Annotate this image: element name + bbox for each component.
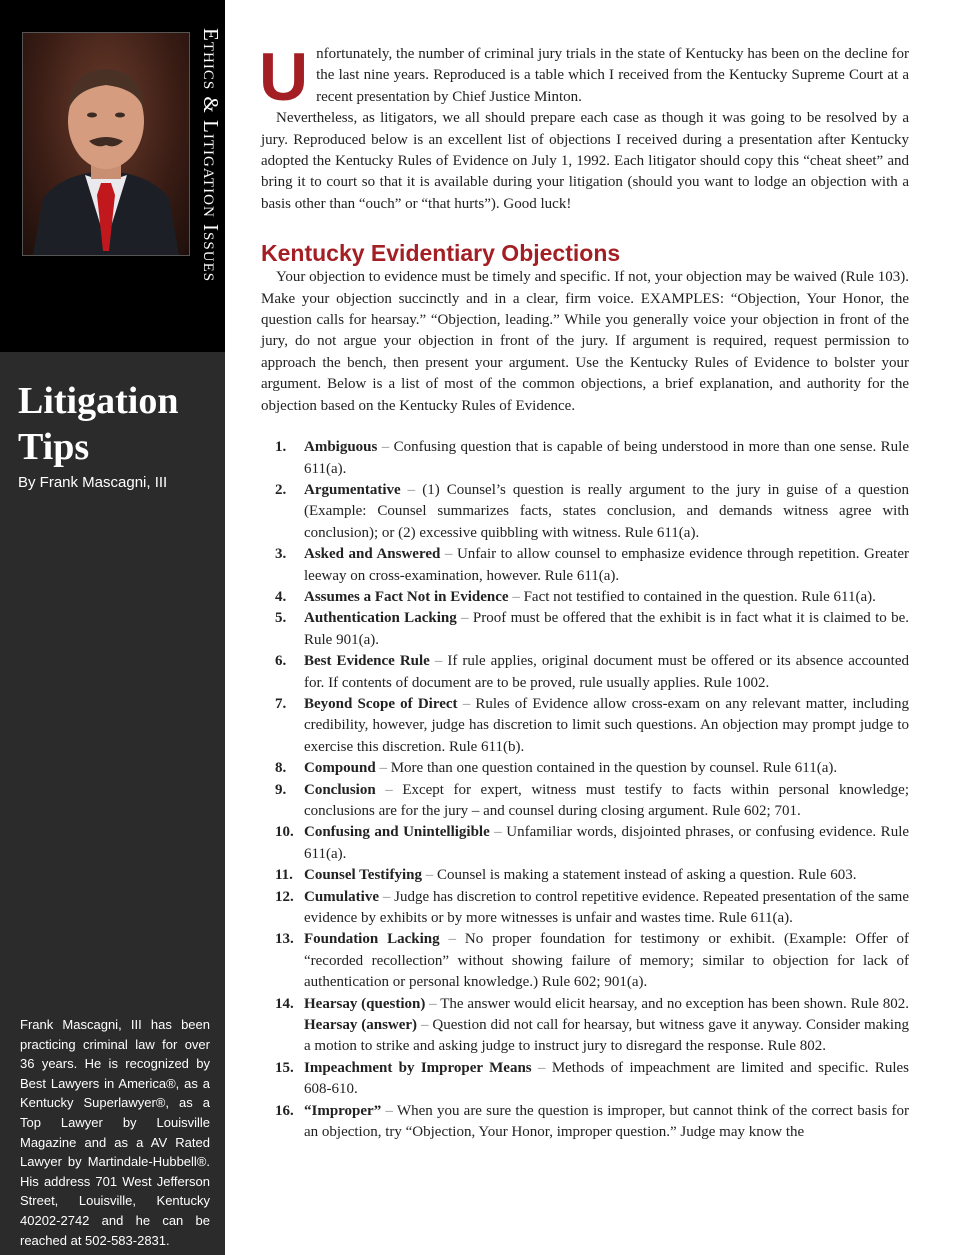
objection-term: Conclusion [304,781,376,798]
objection-item: 4. Assumes a Fact Not in Evidence – Fact not testified to contained in the question. Rule 611(a). [261,587,909,608]
objection-description: Unfair to allow counsel to emphasize evidence through repetition. Greater leeway on cross-examination, however. Rule 611(a). [304,546,909,584]
section-intro: Your objection to evidence must be timely and specific. If not, your objection may be waived (Rule 103). Make your objection succinctly and in a clear, firm voice. EXAMPLES: “Objection, Your Honor, the question calls for hearsay.” “Objection, leading.” While you generally voice your objection in front of the jury, do not argue your objection in front of the jury. If argument is required, request permission to approach the bench, then present your argument. Use the Kentucky Rules of Evidence to bolster your argument. Below is a list of most of the common objections, a brief explanation, and authority for the objection based on the Kentucky Rules of Evidence. [261,269,909,414]
author-photo [22,32,190,256]
objection-term: Cumulative [304,888,379,905]
objection-item: 8. Compound – More than one question contained in the question by counsel. Rule 611(a). [261,758,909,779]
objection-item: 13. Foundation Lacking – No proper foundation for testimony or exhibit. (Example: Offer of “recorded recollection” without showing failure of memory; similar to objection for lack of authentication or personal knowledge.) Rule 602; 901(a). [275,931,909,991]
objection-item: 3. Asked and Answered – Unfair to allow counsel to emphasize evidence through repetition. Greater leeway on cross-examination, however. Rule 611(a). [275,546,909,584]
objection-description: Question did not call for hearsay, but witness gave it anyway. Consider making a motion to strike and asking judge to instruct jury to disregard the response. Rule 802. [304,1017,910,1055]
objection-term: Foundation Lacking [304,931,440,948]
objection-item: 7. Beyond Scope of Direct – Rules of Evidence allow cross-exam on any relevant matter, including credibility, however, judge has discretion to limit such questions. An objection may prompt judge to exercise this discretion. Rule 611(b). [275,695,909,755]
objection-item: 10. Confusing and Unintelligible – Unfamiliar words, disjointed phrases, or confusing evidence. Rule 611(a). [275,824,910,862]
objection-description: Fact not testified to contained in the question. Rule 611(a). [523,588,876,605]
objection-number: 7. [275,695,287,712]
objection-item: 9. Conclusion – Except for expert, witness must testify to facts within personal knowledge; conclusions are for the jury – and counsel during closing argument. Rule 602; 701. [275,781,909,819]
objection-number: 12. [275,888,294,905]
objection-item: 16. “Improper” – When you are sure the question is improper, but cannot think of the correct basis for an objection, try “Objection, Your Honor, improper question.” Judge may know the [275,1102,909,1141]
objection-item: 1. Ambiguous – Confusing question that is capable of being understood in more than one sense. Rule 611(a). [275,439,909,477]
objection-term: Beyond Scope of Direct [304,695,458,712]
article-body [259,39,910,1144]
objection-number: 2. [275,481,287,498]
section-label: Ethics & Litigation Issues [199,28,223,283]
objection-description: (1) Counsel’s question is really argument to the jury in guise of a question (Example: Counsel summarizes facts, states conclusion, and demands witness agree with conclusion); or (2) excessive quibbling with witness. Rule 611(a). [304,481,909,541]
objection-term: Asked and Answered [304,546,441,563]
objection-description: More than one question contained in the question by counsel. Rule 611(a). [390,760,838,777]
objection-term: Argumentative [304,481,401,498]
objection-number: 16. [275,1102,294,1119]
drop-cap: U [259,39,309,115]
objection-number: 10. [275,824,294,841]
objection-description: Counsel is making a statement instead of asking a question. Rule 603. [436,867,857,884]
objection-term: Impeachment by Improper Means [304,1059,532,1076]
objection-term: “Improper” [304,1102,382,1119]
objection-item: 6. Best Evidence Rule – If rule applies, original document must be offered or its absence accounted for. If contents of document are to be proved, rule usually applies. Rule 1002. [275,653,910,691]
objection-term: Compound [304,760,376,777]
objection-number: 4. [275,588,287,605]
objection-description: Judge has discretion to control repetitive evidence. Repeated presentation of the same evidence by exhibits or by more witnesses is unfair and wastes time. Rule 611(a). [304,888,909,927]
objection-number: 1. [275,439,287,456]
intro-text: nfortunately, the number of criminal jury trials in the state of Kentucky has been on the decline for the last nine years. Reproduced is a table which I received from the Kentucky Supreme Court at a recent presentation by Chief Justice Minton. [316,46,909,105]
objection-item: 11. Counsel Testifying – Counsel is making a statement instead of asking a question. Rule 603. [261,865,909,886]
column-title: Litigation Tips [18,380,179,468]
sidebar [0,0,225,1255]
objection-number: 13. [275,931,294,948]
objection-description: No proper foundation for testimony or exhibit. (Example: Offer of “recorded recollection” without showing failure of memory; similar to objection for lack of authentication or personal knowledge.) Rule 602; 901(a). [304,931,909,991]
objection-term: Assumes a Fact Not in Evidence [304,588,509,605]
byline: By Frank Mascagni, III [18,474,168,491]
objection-number: 11. [275,867,293,884]
objection-description: Rules of Evidence allow cross-exam on any relevant matter, including credibility, however, judge has discretion to limit such questions. An objection may prompt judge to exercise this discretion. Rule 611(b). [304,695,909,755]
objection-description: The answer would elicit hearsay, and no exception has been shown. Rule 802. [440,995,909,1012]
objection-description: Except for expert, witness must testify to facts within personal knowledge; conclusions are for the jury – and counsel during closing argument. Rule 602; 701. [304,781,909,819]
objection-description: When you are sure the question is improper, but cannot think of the correct basis for an objection, try “Objection, Your Honor, improper question.” Judge may know the [304,1102,909,1141]
objection-number: 6. [275,653,287,670]
objection-description: Unfamiliar words, disjointed phrases, or confusing evidence. Rule 611(a). [304,824,910,862]
section-heading: Kentucky Evidentiary Objections [261,240,621,267]
objection-number: 15. [275,1059,294,1076]
objection-description: Proof must be offered that the exhibit is in fact what it is claimed to be. Rule 901(a). [304,610,909,648]
objection-description: Confusing question that is capable of being understood in more than one sense. Rule 611(a). [304,439,909,477]
objection-number: 14. [275,995,294,1012]
objection-number: 9. [275,781,287,798]
objection-number: 8. [275,760,287,777]
objection-item: 15. Impeachment by Improper Means – Methods of impeachment are limited and specific. Rules 608-610. [275,1059,909,1098]
objection-description: If rule applies, original document must be offered or its absence accounted for. If contents of document are to be proved, rule usually applies. Rule 1002. [304,653,910,691]
objection-term: Authentication Lacking [304,610,457,627]
paragraph-2: Nevertheless, as litigators, we all should prepare each case as though it was going to be resolved by a jury. Reproduced below is an excellent list of objections I received during a presentation after Kentucky adopted the Kentucky Rules of Evidence on July 1, 1992. Each litigator should copy this “cheat sheet” and bring it to court so that it is available during your litigation (should you want to lodge an objection with a basis other than “ouch” or “that hurts”). Good luck! [261,110,909,212]
intro-paragraph [259,39,909,115]
objection-term: Hearsay (question) [304,995,426,1012]
objection-item: 5. Authentication Lacking – Proof must be offered that the exhibit is in fact what it is claimed to be. Rule 901(a). [275,610,909,648]
author-bio: Frank Mascagni, III has been practicing criminal law for over 36 years. He is recognized by Best Lawyers in America®, as a Kentucky Superlawyer®, as a Top Lawyer by Louisville Magazine and as a AV Rated Lawyer by Martindale-Hubbell®. His address 701 West Jefferson Street, Louisville, Kentucky 40202-2742 and he can be reached at 502-583-2831. [20,1017,210,1248]
objection-term: Best Evidence Rule [304,653,430,670]
objection-item: 12. Cumulative – Judge has discretion to control repetitive evidence. Repeated presentation of the same evidence by exhibits or by more witnesses is unfair and wastes time. Rule 611(a). [275,888,909,927]
objection-number: 3. [275,546,287,563]
objection-term: Ambiguous [304,439,378,456]
objection-item: 2. Argumentative – (1) Counsel’s question is really argument to the jury in guise of a question (Example: Counsel summarizes facts, states conclusion, and demands witness agree with conclusion); or (2) excessive quibbling with witness. Rule 611(a). [275,481,909,541]
sidebar-header-block [0,0,225,352]
objection-term: Counsel Testifying [304,867,422,884]
objection-number: 5. [275,610,287,627]
objection-list [261,437,909,1143]
objection-description: Methods of impeachment are limited and specific. Rules 608-610. [304,1059,909,1098]
objection-term: Confusing and Unintelligible [304,824,490,841]
objection-item: 14. Hearsay (question) – The answer would elicit hearsay, and no exception has been shown. Rule 802. Hearsay (answer) – Question did not call for hearsay, but witness gave it anyway. Consider making a motion to strike and asking judge to instruct jury to disregard the response. Rule 802. [275,995,910,1055]
objection-term: Hearsay (answer) [304,1017,418,1034]
